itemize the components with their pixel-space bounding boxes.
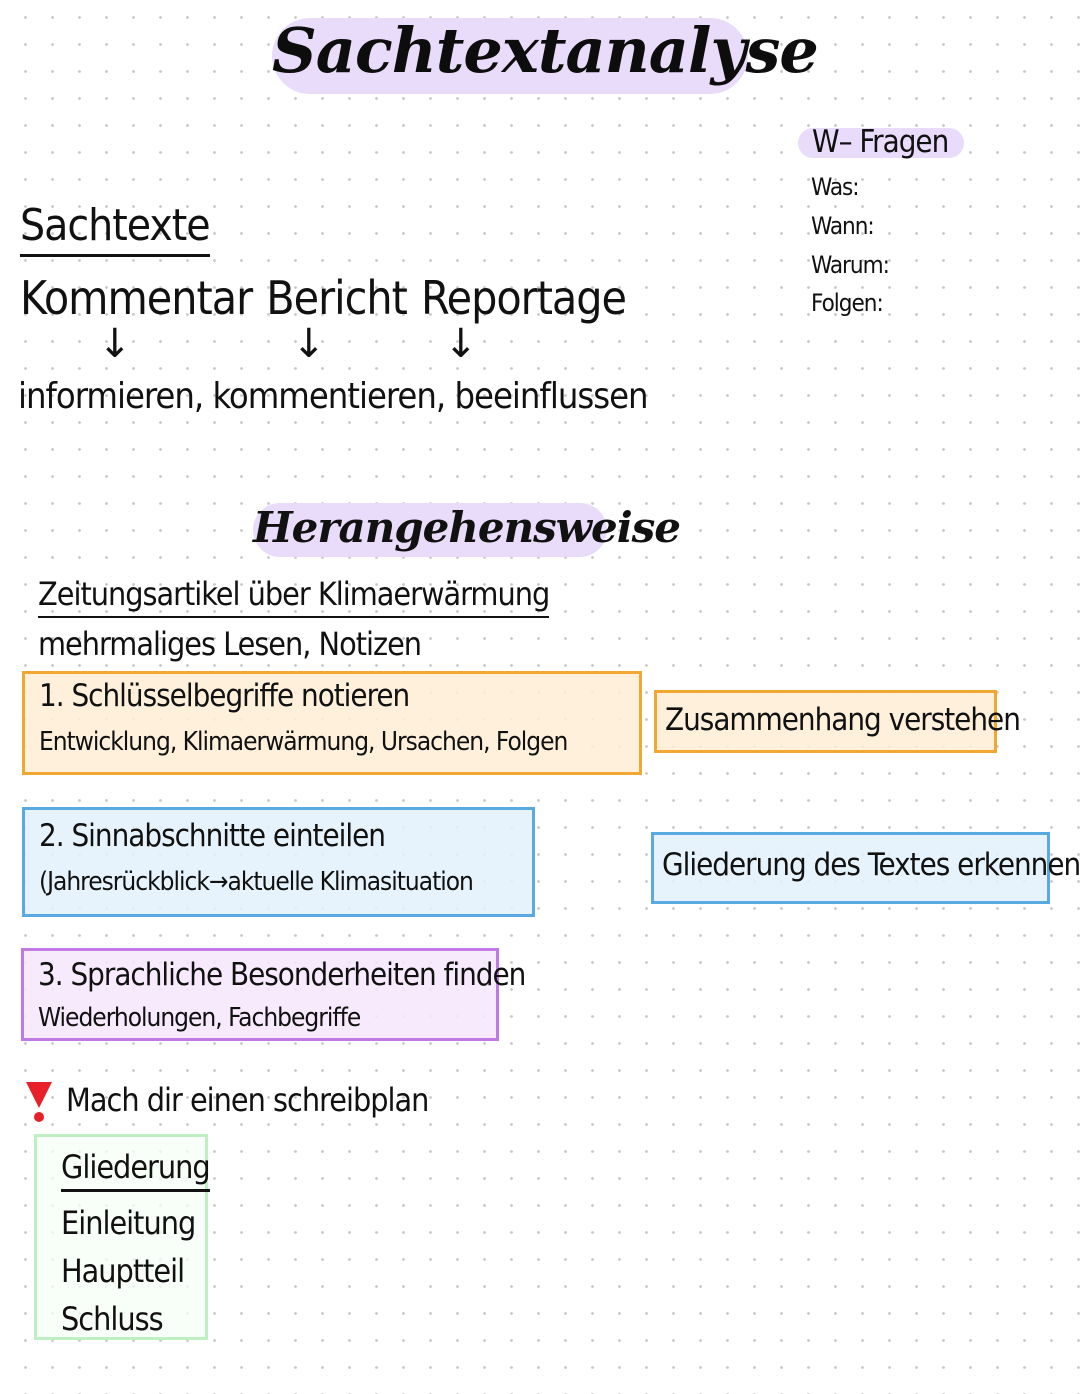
w-fragen-item: Was:	[811, 173, 859, 201]
step-3-title: 3. Sprachliche Besonderheiten finden	[38, 957, 526, 993]
w-fragen-item: Wann:	[811, 212, 874, 240]
sachtexte-heading: Sachtexte	[20, 198, 210, 257]
arrow-down-icon: ↓	[444, 321, 478, 367]
outline-item-conclusion: Schluss	[61, 1300, 163, 1338]
writing-plan-note: Mach dir einen schreibplan	[66, 1081, 429, 1119]
approach-title: Herangehensweise	[253, 503, 681, 552]
step-2-goal-box	[651, 832, 1080, 904]
w-fragen-item: Warum:	[811, 251, 889, 279]
w-fragen-title: W– Fragen	[812, 124, 949, 160]
step-1-goal: Zusammenhang verstehen	[665, 702, 1020, 738]
outline-title: Gliederung	[61, 1145, 210, 1192]
approach-reading: mehrmaliges Lesen, Notizen	[38, 625, 422, 663]
outline-item-intro: Einleitung	[61, 1204, 196, 1242]
outline-item-main: Hauptteil	[61, 1252, 185, 1290]
step-3-box	[21, 948, 526, 1041]
text-types	[20, 268, 626, 328]
step-1-detail: Entwicklung, Klimaerwärmung, Ursachen, Folgen	[39, 727, 568, 757]
step-1-box	[22, 671, 642, 775]
type-bericht: Bericht	[266, 271, 407, 325]
type-kommentar: Kommentar	[20, 271, 253, 325]
outline-box	[34, 1134, 208, 1340]
step-1-title: 1. Schlüsselbegriffe notieren	[39, 678, 410, 714]
page-title: Sachtextanalyse	[272, 14, 818, 87]
arrow-down-icon: ↓	[98, 321, 132, 367]
arrow-down-icon: ↓	[292, 321, 326, 367]
step-2-box	[22, 807, 535, 917]
step-2-goal: Gliederung des Textes erkennen	[662, 847, 1080, 883]
step-1-goal-box	[654, 690, 1020, 753]
approach-topic: Zeitungsartikel über Klimaerwärmung	[38, 572, 549, 618]
step-2-title: 2. Sinnabschnitte einteilen	[39, 818, 385, 854]
step-3-detail: Wiederholungen, Fachbegriffe	[38, 1003, 361, 1033]
type-reportage: Reportage	[420, 271, 627, 325]
text-functions: informieren, kommentieren, beeinflussen	[18, 376, 648, 417]
step-2-detail: (Jahresrückblick→aktuelle Klimasituation	[39, 867, 473, 897]
exclamation-icon	[24, 1080, 54, 1124]
w-fragen-item: Folgen:	[811, 289, 883, 317]
